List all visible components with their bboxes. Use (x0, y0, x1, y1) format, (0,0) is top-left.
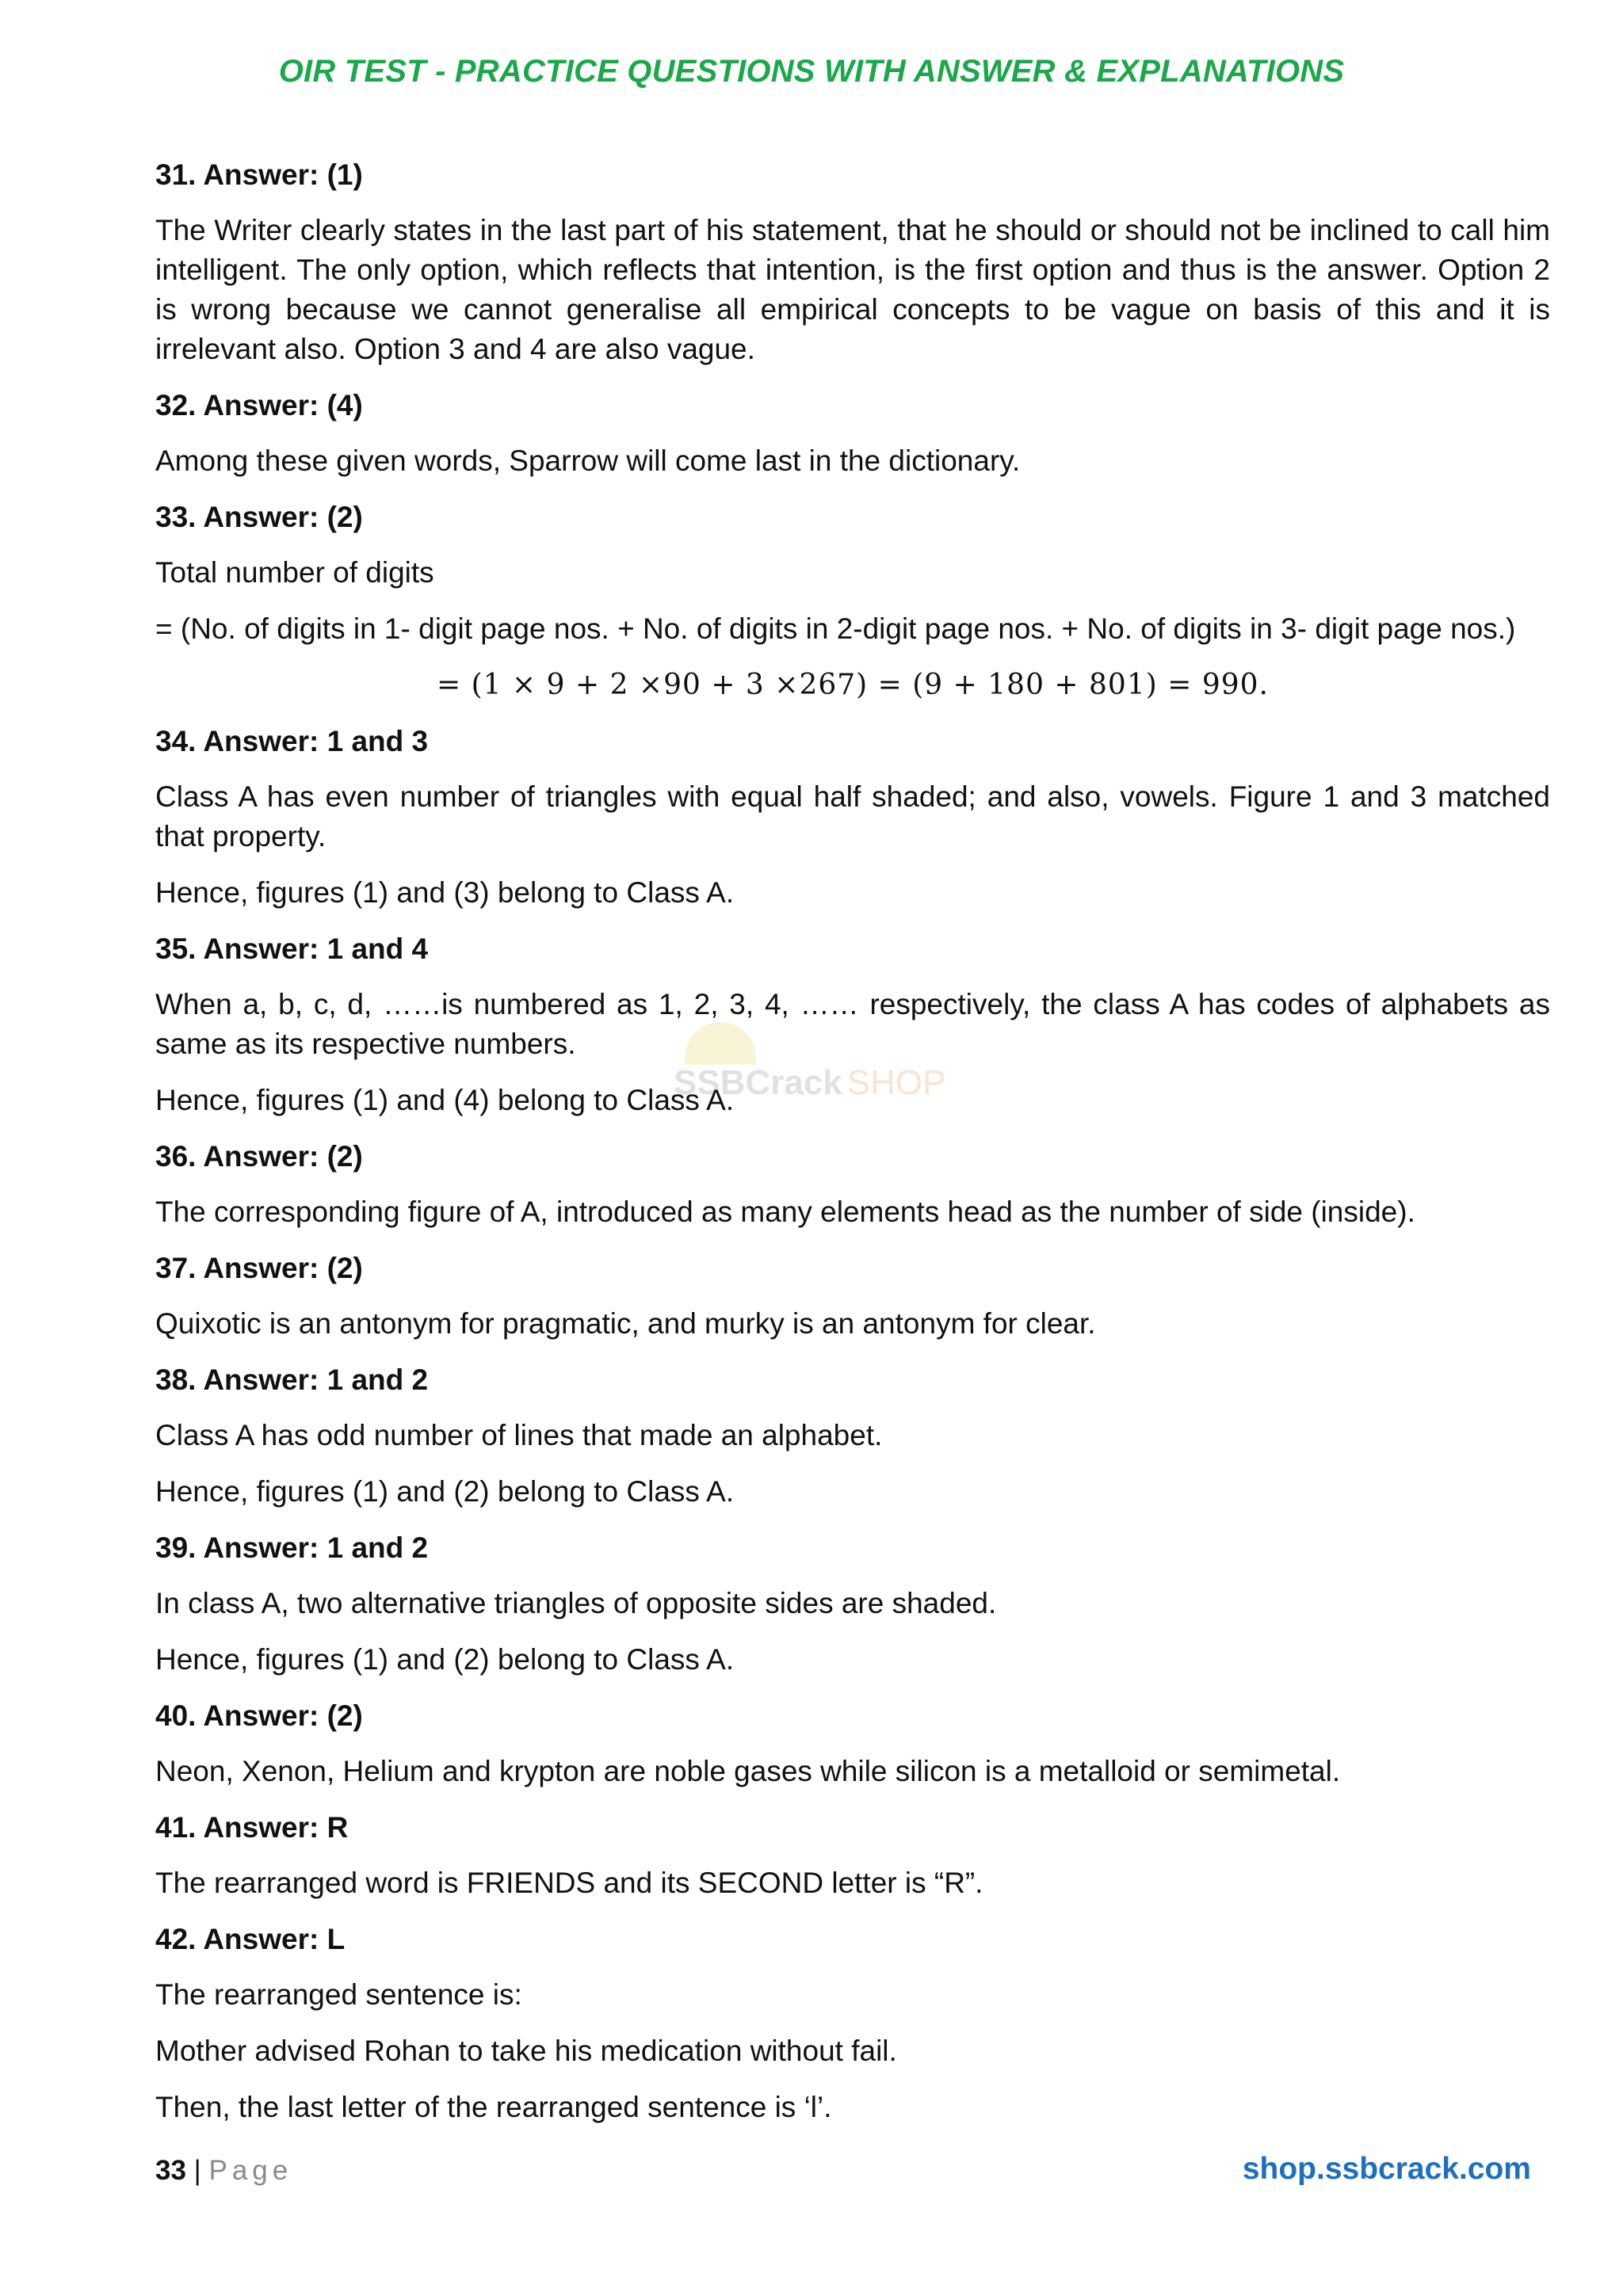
watermark-suffix: SHOP (846, 1063, 946, 1102)
answer-heading: 33. Answer: (2) (155, 501, 363, 533)
explanation-paragraph: Mother advised Rohan to take his medication without fail. (155, 2035, 897, 2067)
answer-block (155, 498, 1550, 705)
answer-heading: 41. Answer: R (155, 1811, 349, 1844)
answer-heading: 36. Answer: (2) (155, 1140, 363, 1173)
page-label: Page (208, 2155, 293, 2186)
page-separator: | (185, 2155, 209, 2186)
explanation-paragraph: The Writer clearly states in the last part of his statement, that he should or should not be inclined to call him intelligent. The only option, which reflects that intention, is the first option and thus is the answer. Option 2 is wrong because we cannot generalise all empirical concepts to be vague on basis of this and it is irrelevant also. Option 3 and 4 are also vague. (155, 214, 1550, 365)
answer-block (155, 722, 1550, 913)
explanation-paragraph: The corresponding figure of A, introduced as many elements head as the number of side (inside). (155, 1196, 1415, 1228)
explanation-paragraph: Total number of digits (155, 556, 434, 589)
watermark-brand: SSBCrack (674, 1063, 842, 1102)
explanation-paragraph: Hence, figures (1) and (4) belong to Class A. (155, 1084, 735, 1116)
answer-block (155, 1920, 1550, 2127)
formula-line: = (1 × 9 + 2 ×90 + 3 ×267) = (9 + 180 + 801) = 990. (437, 669, 1269, 701)
page-header-title: OIR TEST - PRACTICE QUESTIONS WITH ANSWER & EXPLANATIONS (278, 54, 1345, 89)
explanation-paragraph: = (No. of digits in 1- digit page nos. + No. of digits in 2-digit page nos. + No. of digits in 3- digit page nos.) (155, 612, 1516, 645)
answer-block (155, 1137, 1550, 1232)
explanation-paragraph: Among these given words, Sparrow will come last in the dictionary. (155, 444, 1021, 477)
answer-block (155, 1808, 1550, 1903)
answer-heading: 35. Answer: 1 and 4 (155, 933, 429, 965)
answer-block (155, 1249, 1550, 1344)
answers-content (155, 155, 1550, 2144)
explanation-paragraph: The rearranged sentence is: (155, 1978, 522, 2011)
answer-heading: 40. Answer: (2) (155, 1699, 363, 1732)
explanation-paragraph: Then, the last letter of the rearranged sentence is ‘l’. (155, 2091, 832, 2123)
answer-block (155, 1696, 1550, 1791)
answer-block (155, 1360, 1550, 1512)
answer-block (155, 155, 1550, 369)
answer-heading: 37. Answer: (2) (155, 1252, 363, 1284)
answer-block (155, 1528, 1550, 1680)
answer-heading: 32. Answer: (4) (155, 389, 363, 421)
footer-website-link[interactable]: shop.ssbcrack.com (1242, 2152, 1531, 2186)
answer-heading: 38. Answer: 1 and 2 (155, 1363, 429, 1396)
answer-heading: 39. Answer: 1 and 2 (155, 1531, 429, 1564)
page-footer-number (155, 2155, 292, 2187)
explanation-paragraph: When a, b, c, d, ……is numbered as 1, 2, 3, 4, …… respectively, the class A has codes of alphabets as same as its respective numbers. (155, 988, 1550, 1060)
explanation-paragraph: Class A has odd number of lines that made an alphabet. (155, 1419, 883, 1451)
page-number: 33 (155, 2155, 186, 2186)
explanation-paragraph: Neon, Xenon, Helium and krypton are noble gases while silicon is a metalloid or semimetal. (155, 1755, 1341, 1787)
explanation-paragraph: The rearranged word is FRIENDS and its SECOND letter is “R”. (155, 1867, 983, 1899)
explanation-paragraph: Hence, figures (1) and (2) belong to Class A. (155, 1643, 735, 1676)
answer-block (155, 929, 1550, 1120)
explanation-paragraph: Quixotic is an antonym for pragmatic, and murky is an antonym for clear. (155, 1307, 1096, 1340)
answer-heading: 31. Answer: (1) (155, 158, 363, 191)
answer-block (155, 386, 1550, 481)
explanation-paragraph: Class A has even number of triangles with equal half shaded; and also, vowels. Figure 1 and 3 matched that property. (155, 780, 1550, 852)
answer-heading: 42. Answer: L (155, 1923, 346, 1955)
explanation-paragraph: In class A, two alternative triangles of opposite sides are shaded. (155, 1587, 997, 1619)
explanation-paragraph: Hence, figures (1) and (2) belong to Class A. (155, 1475, 735, 1508)
explanation-paragraph: Hence, figures (1) and (3) belong to Class A. (155, 876, 735, 909)
answer-heading: 34. Answer: 1 and 3 (155, 725, 429, 757)
